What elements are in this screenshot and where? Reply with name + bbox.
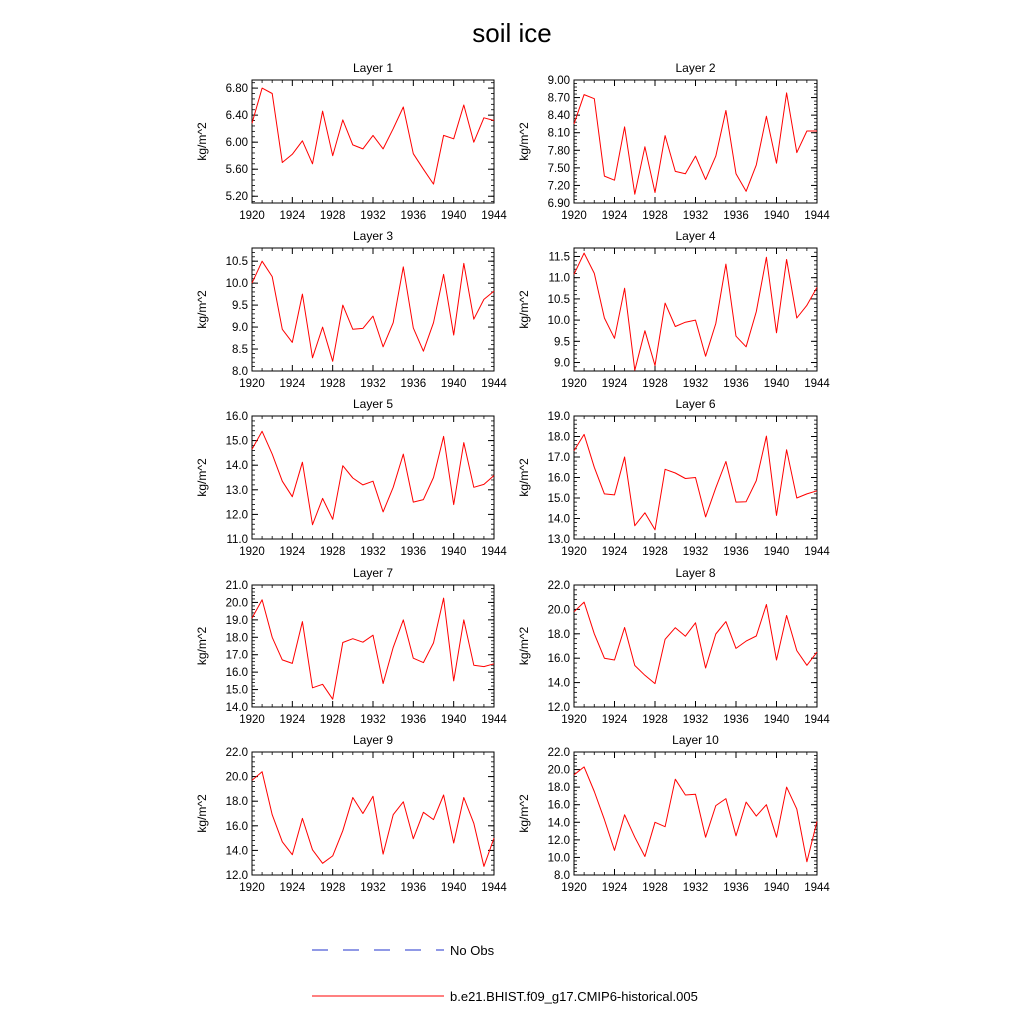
y-tick-label: 16.0: [547, 472, 570, 485]
series-line: [574, 93, 817, 194]
y-tick-label: 9.5: [554, 336, 570, 349]
y-tick-label: 11.0: [226, 534, 248, 546]
y-tick-label: 14.0: [547, 513, 570, 526]
x-tick-label: 1920: [239, 546, 265, 558]
x-tick-label: 1932: [682, 546, 709, 558]
x-tick-label: 1936: [400, 714, 427, 726]
y-tick-label: 8.70: [547, 92, 570, 105]
y-tick-label: 16.0: [547, 653, 570, 666]
y-tick-label: 9.0: [232, 322, 248, 335]
y-tick-label: 15.0: [547, 493, 570, 505]
x-tick-label: 1940: [440, 210, 467, 222]
y-tick-label: 10.5: [225, 256, 248, 269]
y-tick-label: 16.0: [225, 820, 248, 833]
x-tick-label: 1924: [279, 882, 306, 894]
y-tick-label: 19.0: [225, 614, 248, 627]
x-tick-label: 1936: [400, 546, 427, 558]
panel-layer-10: [517, 733, 830, 894]
y-tick-label: 18.0: [225, 632, 248, 645]
panel-title: Layer 5: [352, 397, 394, 411]
x-tick-label: 1932: [682, 210, 709, 222]
y-tick-label: 20.0: [547, 764, 570, 777]
y-tick-label: 9.5: [232, 300, 248, 313]
series-line: [252, 772, 494, 867]
y-axis-label: kg/m^2: [195, 458, 209, 497]
x-tick-label: 1944: [481, 882, 507, 894]
plot-frame: [252, 80, 494, 203]
y-tick-label: 8.5: [232, 344, 248, 357]
y-tick-label: 20.0: [225, 771, 248, 784]
y-tick-label: 18.0: [547, 782, 570, 795]
x-tick-label: 1944: [481, 210, 507, 222]
panel-title: Layer 10: [672, 733, 719, 747]
y-tick-label: 13.0: [225, 484, 248, 497]
y-tick-label: 7.50: [547, 162, 570, 175]
x-tick-label: 1944: [804, 714, 830, 726]
x-tick-label: 1936: [723, 546, 749, 558]
x-tick-label: 1920: [239, 210, 265, 222]
y-axis-label: kg/m^2: [517, 626, 531, 666]
y-tick-label: 8.10: [547, 127, 570, 140]
plot-frame: [574, 248, 817, 371]
x-tick-label: 1924: [279, 378, 306, 390]
x-tick-label: 1944: [481, 378, 507, 390]
legend-model-label: b.e21.BHIST.f09_g17.CMIP6-historical.005: [450, 989, 698, 1004]
x-tick-label: 1936: [400, 210, 427, 222]
y-tick-label: 12.0: [547, 702, 570, 714]
y-tick-label: 17.0: [547, 452, 570, 464]
y-tick-label: 18.0: [547, 628, 570, 641]
y-tick-label: 20.0: [225, 597, 248, 610]
plot-frame: [574, 585, 817, 707]
x-tick-label: 1924: [601, 882, 628, 894]
x-tick-label: 1928: [642, 546, 668, 558]
x-tick-label: 1928: [642, 882, 668, 894]
x-tick-label: 1940: [440, 714, 467, 726]
x-tick-label: 1932: [682, 378, 709, 390]
x-tick-label: 1940: [440, 378, 467, 390]
x-tick-label: 1924: [601, 210, 628, 222]
y-tick-label: 10.5: [547, 293, 570, 306]
x-tick-label: 1932: [360, 546, 386, 558]
x-tick-label: 1936: [400, 882, 427, 894]
x-tick-label: 1928: [319, 546, 346, 558]
x-tick-label: 1924: [279, 210, 306, 222]
x-tick-label: 1924: [601, 546, 628, 558]
x-tick-label: 1928: [319, 714, 346, 726]
y-tick-label: 8.0: [232, 366, 248, 378]
x-tick-label: 1940: [440, 546, 467, 558]
x-tick-label: 1936: [400, 378, 427, 390]
panel-layer-2: [517, 61, 830, 222]
series-line: [252, 88, 494, 184]
x-tick-label: 1936: [723, 210, 749, 222]
x-tick-label: 1920: [239, 378, 265, 390]
y-tick-label: 7.20: [547, 180, 570, 193]
panel-layer-8: [517, 566, 830, 726]
series-line: [574, 253, 817, 370]
series-line: [574, 434, 817, 529]
y-tick-label: 18.0: [547, 431, 570, 444]
panel-layer-4: [517, 229, 830, 390]
x-tick-label: 1928: [642, 378, 668, 390]
y-tick-label: 20.0: [547, 604, 570, 617]
x-tick-label: 1936: [723, 378, 749, 390]
panel-title: Layer 6: [675, 397, 716, 411]
panel-layer-6: [517, 397, 830, 558]
x-tick-label: 1928: [642, 210, 668, 222]
y-tick-label: 15.0: [225, 684, 248, 697]
y-tick-label: 21.0: [225, 580, 248, 592]
x-tick-label: 1936: [723, 714, 749, 726]
y-axis-label: kg/m^2: [517, 290, 531, 329]
y-tick-label: 12.0: [225, 509, 248, 522]
y-tick-label: 17.0: [225, 649, 248, 662]
y-tick-label: 14.0: [225, 460, 248, 473]
series-line: [574, 602, 817, 684]
y-tick-label: 12.0: [547, 834, 570, 847]
figure-title: soil ice: [472, 18, 552, 48]
x-tick-label: 1924: [279, 714, 306, 726]
x-tick-label: 1940: [763, 378, 790, 390]
x-tick-label: 1944: [804, 378, 830, 390]
y-tick-label: 16.0: [225, 667, 248, 680]
panel-title: Layer 7: [352, 566, 394, 580]
y-tick-label: 16.0: [547, 799, 570, 812]
y-tick-label: 8.40: [547, 110, 570, 123]
x-tick-label: 1928: [319, 882, 346, 894]
x-tick-label: 1932: [360, 714, 386, 726]
y-tick-label: 14.0: [225, 702, 248, 714]
y-tick-label: 10.0: [547, 852, 570, 865]
x-tick-label: 1932: [682, 882, 709, 894]
y-tick-label: 6.00: [225, 137, 248, 150]
x-tick-label: 1940: [763, 882, 790, 894]
y-tick-label: 13.0: [547, 534, 570, 546]
panel-layer-5: [195, 397, 507, 558]
panel-layer-1: [195, 61, 507, 222]
x-tick-label: 1940: [440, 882, 467, 894]
y-tick-label: 14.0: [547, 817, 570, 830]
x-tick-label: 1928: [642, 714, 668, 726]
x-tick-label: 1940: [763, 714, 790, 726]
y-tick-label: 18.0: [225, 796, 248, 809]
y-tick-label: 11.5: [548, 251, 570, 264]
plot-frame: [574, 80, 817, 203]
y-tick-label: 19.0: [547, 411, 570, 423]
y-tick-label: 10.0: [225, 278, 248, 291]
x-tick-label: 1920: [561, 546, 587, 558]
x-tick-label: 1944: [804, 882, 830, 894]
x-tick-label: 1944: [804, 210, 830, 222]
x-tick-label: 1920: [561, 714, 587, 726]
y-tick-label: 6.40: [225, 110, 248, 123]
x-tick-label: 1920: [239, 882, 265, 894]
x-tick-label: 1932: [360, 378, 386, 390]
panel-title: Layer 8: [675, 566, 716, 580]
x-tick-label: 1940: [763, 210, 790, 222]
y-axis-label: kg/m^2: [517, 794, 531, 833]
y-axis-label: kg/m^2: [195, 122, 209, 161]
x-tick-label: 1940: [763, 546, 790, 558]
plot-frame: [574, 752, 817, 875]
x-tick-label: 1944: [481, 714, 507, 726]
y-tick-label: 6.80: [225, 83, 248, 96]
y-tick-label: 15.0: [225, 435, 248, 448]
y-axis-label: kg/m^2: [517, 122, 531, 161]
panel-title: Layer 2: [675, 61, 716, 75]
y-axis-label: kg/m^2: [195, 290, 209, 329]
plot-frame: [252, 585, 494, 707]
y-tick-label: 7.80: [547, 145, 570, 158]
y-tick-label: 14.0: [225, 845, 248, 858]
series-line: [252, 598, 494, 699]
panel-title: Layer 4: [675, 229, 716, 243]
x-tick-label: 1920: [561, 378, 587, 390]
y-tick-label: 22.0: [547, 580, 570, 592]
panel-title: Layer 9: [352, 733, 394, 747]
panel-title: Layer 3: [352, 229, 394, 243]
y-tick-label: 10.0: [547, 315, 570, 328]
series-line: [252, 261, 494, 361]
x-tick-label: 1924: [279, 546, 306, 558]
x-tick-label: 1936: [723, 882, 749, 894]
x-tick-label: 1920: [239, 714, 265, 726]
y-tick-label: 5.60: [225, 164, 248, 177]
panel-layer-9: [195, 733, 507, 894]
legend: [312, 943, 698, 1004]
y-axis-label: kg/m^2: [517, 458, 531, 497]
y-tick-label: 16.0: [225, 411, 248, 423]
x-tick-label: 1920: [561, 210, 587, 222]
panel-title: Layer 1: [352, 61, 394, 75]
x-tick-label: 1932: [360, 210, 386, 222]
y-tick-label: 11.0: [548, 272, 570, 285]
series-line: [574, 767, 817, 862]
x-tick-label: 1932: [682, 714, 709, 726]
x-tick-label: 1944: [481, 546, 507, 558]
y-tick-label: 14.0: [547, 677, 570, 690]
y-tick-label: 22.0: [547, 747, 570, 759]
y-tick-label: 9.0: [554, 357, 570, 370]
panel-layer-7: [195, 566, 507, 726]
series-line: [252, 431, 494, 524]
y-tick-label: 6.90: [547, 198, 570, 210]
panel-layer-3: [195, 229, 507, 390]
x-tick-label: 1924: [601, 714, 628, 726]
y-tick-label: 12.0: [225, 870, 248, 882]
y-tick-label: 5.20: [225, 191, 248, 204]
y-axis-label: kg/m^2: [195, 794, 209, 833]
x-tick-label: 1944: [804, 546, 830, 558]
x-tick-label: 1928: [319, 378, 346, 390]
y-tick-label: 9.00: [547, 75, 570, 87]
x-tick-label: 1932: [360, 882, 386, 894]
x-tick-label: 1920: [561, 882, 587, 894]
legend-no-obs-label: No Obs: [450, 943, 495, 958]
y-tick-label: 22.0: [225, 747, 248, 759]
x-tick-label: 1924: [601, 378, 628, 390]
panels-grid: [195, 61, 830, 894]
x-tick-label: 1928: [319, 210, 346, 222]
y-axis-label: kg/m^2: [195, 626, 209, 666]
plot-frame: [252, 752, 494, 875]
y-tick-label: 8.0: [554, 870, 570, 882]
